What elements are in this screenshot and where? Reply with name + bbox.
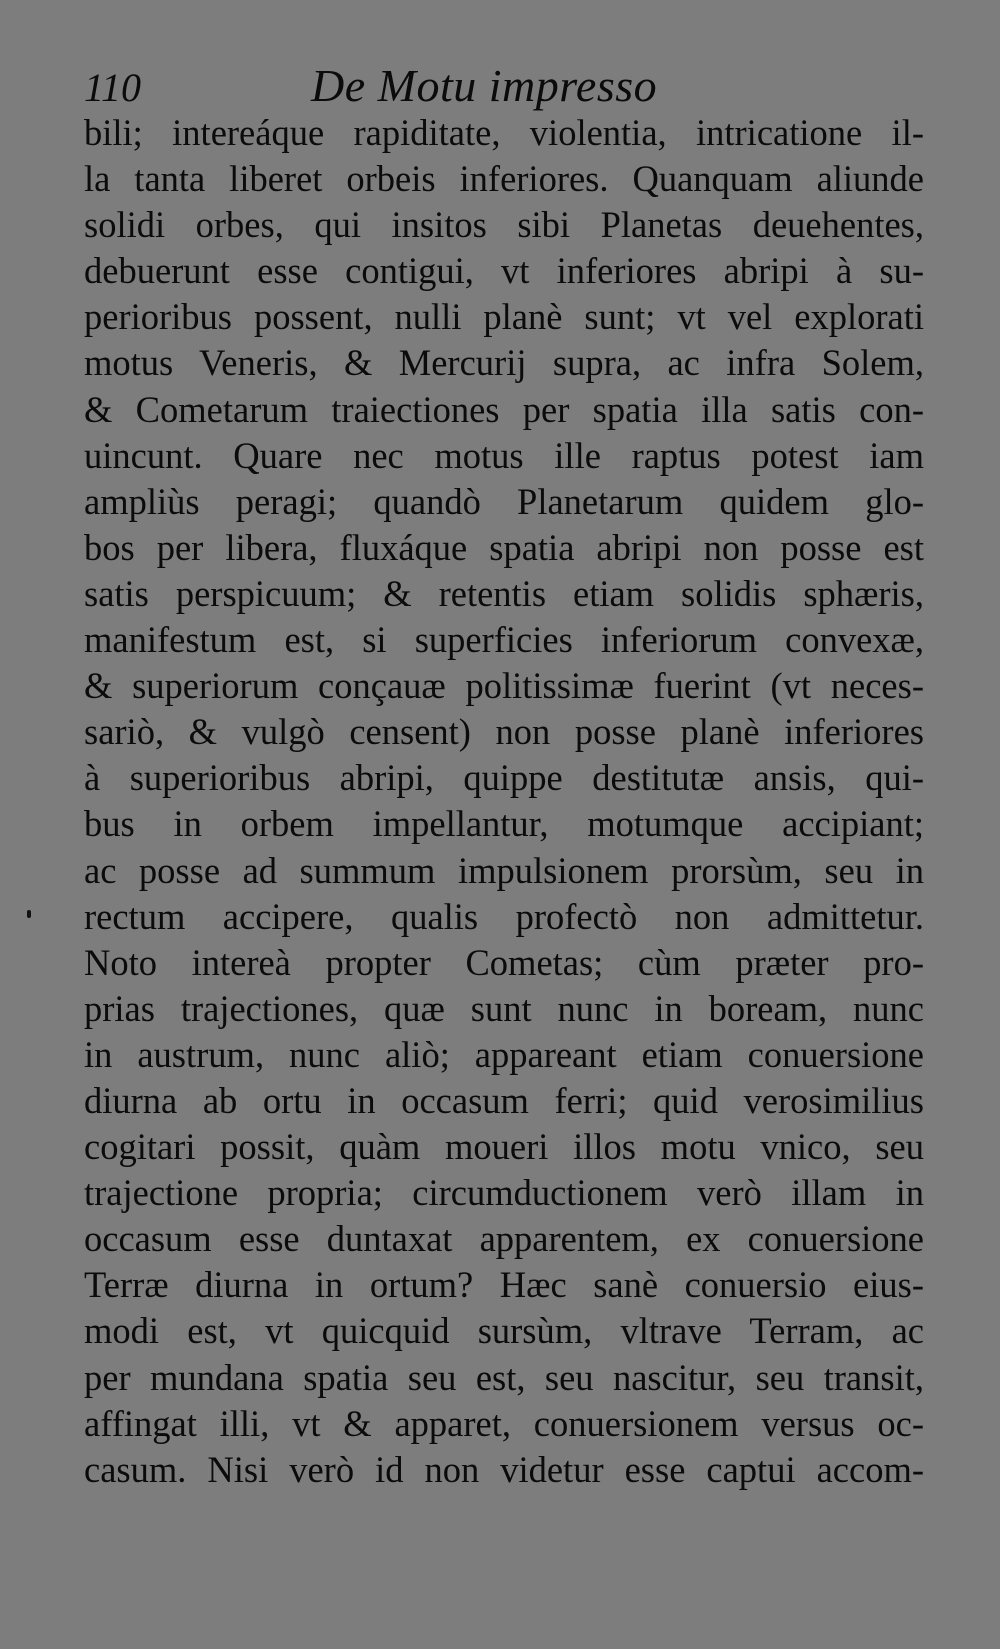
- body-text: [84, 110, 924, 1493]
- text-line: rectum accipere, qualis profectò non admittetur.: [84, 895, 924, 937]
- text-line: uincunt. Quare nec motus ille raptus potest iam: [84, 434, 924, 476]
- text-line: sariò, & vulgò censent) non posse planè inferiores: [84, 711, 924, 753]
- text-line: perioribus possent, nulli planè sunt; vt vel explorati: [84, 296, 924, 338]
- page-number: 110: [84, 65, 142, 110]
- page-header: [84, 58, 924, 116]
- text-line: bus in orbem impellantur, motumque accipiant;: [84, 803, 924, 845]
- text-line: bos per libera, fluxáque spatia abripi non posse est: [84, 526, 924, 568]
- text-line: bili; intereáque rapiditate, violentia, intricatione il-: [84, 112, 924, 153]
- text-line: manifestum est, si superficies inferiorum convexæ,: [84, 619, 924, 661]
- text-line: la tanta liberet orbeis inferiores. Quanquam aliunde: [84, 158, 924, 200]
- text-line: in austrum, nunc aliò; appareant etiam conuersione: [84, 1033, 924, 1075]
- text-line: satis perspicuum; & retentis etiam solidis sphæris,: [84, 572, 924, 614]
- text-line: à superioribus abripi, quippe destitutæ ansis, qui-: [84, 757, 924, 799]
- text-line: & superiorum conçauæ politissimæ fuerint (vt neces-: [84, 665, 924, 707]
- text-line: ampliùs peragi; quandò Planetarum quidem glo-: [84, 480, 924, 522]
- text-line: modi est, vt quicquid sursùm, vltrave Terram, ac: [84, 1310, 924, 1352]
- text-line: per mundana spatia seu est, seu nascitur, seu transit,: [84, 1356, 924, 1398]
- text-line: diurna ab ortu in occasum ferri; quid verosimilius: [84, 1079, 924, 1121]
- text-line: & Cometarum traiectiones per spatia illa satis con-: [84, 388, 924, 430]
- text-line: solidi orbes, qui insitos sibi Planetas deuehentes,: [84, 204, 924, 246]
- text-line: trajectione propria; circumductionem verò illam in: [84, 1172, 924, 1214]
- text-line: debuerunt esse contigui, vt inferiores abripi à su-: [84, 250, 924, 292]
- text-line: ac posse ad summum impulsionem prorsùm, seu in: [84, 849, 924, 891]
- text-line: prias trajectiones, quæ sunt nunc in boream, nunc: [84, 987, 924, 1029]
- text-line: cogitari possit, quàm moueri illos motu vnico, seu: [84, 1126, 924, 1168]
- text-line: motus Veneris, & Mercurij supra, ac infra Solem,: [84, 342, 924, 384]
- text-line: Terræ diurna in ortum? Hæc sanè conuersio eius-: [84, 1264, 924, 1306]
- text-line: affingat illi, vt & apparet, conuersionem versus oc-: [84, 1402, 924, 1444]
- text-line: occasum esse duntaxat apparentem, ex conuersione: [84, 1218, 924, 1260]
- margin-mark: [27, 910, 31, 918]
- running-title: De Motu impresso: [311, 60, 658, 111]
- text-line: casum. Nisi verò id non videtur esse captui accom-: [84, 1448, 924, 1490]
- text-line: Noto intereà propter Cometas; cùm præter pro-: [84, 941, 924, 983]
